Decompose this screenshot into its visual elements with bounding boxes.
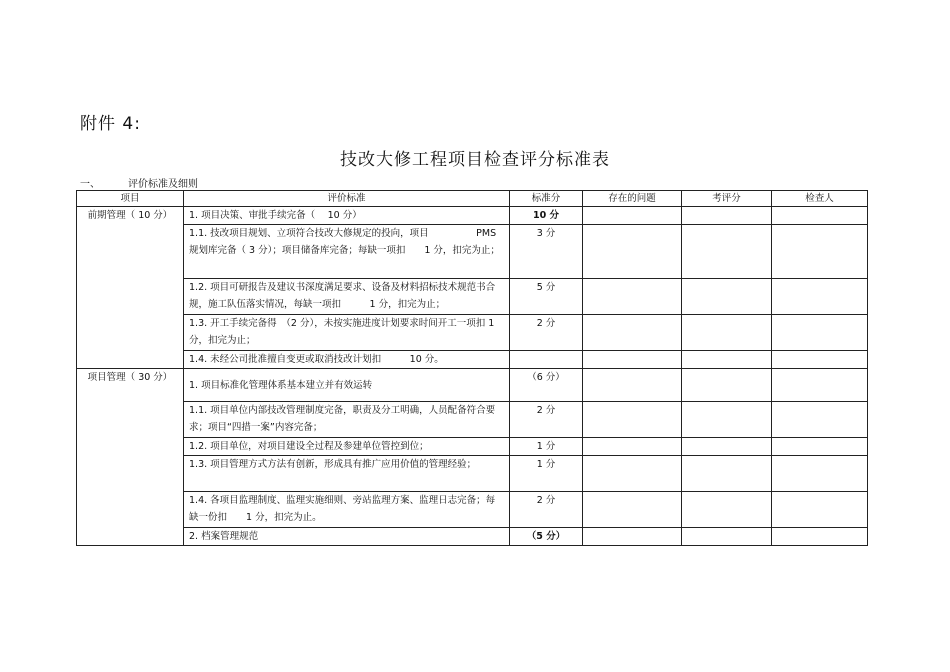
criterion-cell: 1. 项目标准化管理体系基本建立并有效运转 [184,369,510,402]
issues-cell [583,351,682,369]
score-cell: 3 分 [510,225,583,279]
table-row [77,492,868,528]
table-row [77,351,868,369]
assessed-score-cell [682,456,772,492]
assessed-score-cell [682,207,772,225]
column-header-assessed-score: 考评分 [682,191,772,207]
column-header-issues: 存在的问题 [583,191,682,207]
inspector-cell [772,402,868,438]
table-header-row [77,191,868,207]
column-header-inspector: 检查人 [772,191,868,207]
assessed-score-cell [682,351,772,369]
issues-cell [583,315,682,351]
score-cell: 1 分 [510,456,583,492]
table-row [77,207,868,225]
score-cell: （5 分） [510,528,583,546]
table-row [77,528,868,546]
score-cell: 1 分 [510,438,583,456]
section-heading [80,175,198,190]
document-title: 技改大修工程项目检查评分标准表 [340,150,610,170]
issues-cell [583,456,682,492]
score-cell: 5 分 [510,279,583,315]
criterion-cell: 1.3. 开工手续完备得 （2 分），未按实施进度计划要求时间开工一项扣 1 分，扣完为止； [184,315,510,351]
table-row [77,369,868,402]
table-row [77,315,868,351]
inspector-cell [772,369,868,402]
criterion-cell: 1.1. 项目单位内部技改管理制度完备，职责及分工明确，人员配备符合要求；项目“四措一案”内容完备； [184,402,510,438]
column-header-item: 项目 [77,191,184,207]
issues-cell [583,402,682,438]
criterion-cell: 1.3. 项目管理方式方法有创新，形成具有推广应用价值的管理经验； [184,456,510,492]
category-cell: 项目管理（ 30 分） [77,369,184,546]
inspector-cell [772,351,868,369]
issues-cell [583,438,682,456]
score-cell [510,351,583,369]
assessed-score-cell [682,492,772,528]
table-row [77,456,868,492]
issues-cell [583,528,682,546]
criterion-cell: 1.2. 项目可研报告及建议书深度满足要求、设备及材料招标技术规范书合规，施工队伍落实情况，每缺一项扣 1 分，扣完为止； [184,279,510,315]
table-row [77,438,868,456]
issues-cell [583,369,682,402]
inspector-cell [772,207,868,225]
assessed-score-cell [682,438,772,456]
inspector-cell [772,438,868,456]
table-row [77,225,868,279]
score-cell: 2 分 [510,315,583,351]
assessed-score-cell [682,315,772,351]
issues-cell [583,492,682,528]
score-cell: （6 分） [510,369,583,402]
inspector-cell [772,315,868,351]
assessed-score-cell [682,279,772,315]
criterion-cell: 1. 项目决策、审批手续完备（ 10 分） [184,207,510,225]
column-header-criteria: 评价标准 [184,191,510,207]
issues-cell [583,279,682,315]
attachment-label: 附件 4: [80,114,141,134]
section-label: 评价标准及细则 [128,179,198,190]
criterion-cell: 2. 档案管理规范 [184,528,510,546]
issues-cell [583,225,682,279]
criterion-cell: 1.4. 各项目监理制度、监理实施细则、旁站监理方案、监理日志完备；每缺一份扣 1 分，扣完为止。 [184,492,510,528]
assessed-score-cell [682,402,772,438]
assessed-score-cell [682,369,772,402]
criterion-cell: 1.1. 技改项目规划、立项符合技改大修规定的投向，项目 PMS 规划库完备（ 3 分）；项目储备库完备；每缺一项扣 1 分，扣完为止； [184,225,510,279]
inspector-cell [772,279,868,315]
category-cell: 前期管理（ 10 分） [77,207,184,369]
issues-cell [583,207,682,225]
inspector-cell [772,225,868,279]
column-header-standard-score: 标准分 [510,191,583,207]
assessed-score-cell [682,528,772,546]
score-cell: 2 分 [510,492,583,528]
inspector-cell [772,492,868,528]
criterion-cell: 1.2. 项目单位，对项目建设全过程及参建单位管控到位； [184,438,510,456]
table-row [77,279,868,315]
inspector-cell [772,528,868,546]
evaluation-table [76,190,868,546]
section-number: 一、 [80,179,100,190]
score-cell: 2 分 [510,402,583,438]
criterion-cell: 1.4. 未经公司批准擅自变更或取消技改计划扣 10 分。 [184,351,510,369]
table-row [77,402,868,438]
score-cell: 10 分 [510,207,583,225]
inspector-cell [772,456,868,492]
assessed-score-cell [682,225,772,279]
